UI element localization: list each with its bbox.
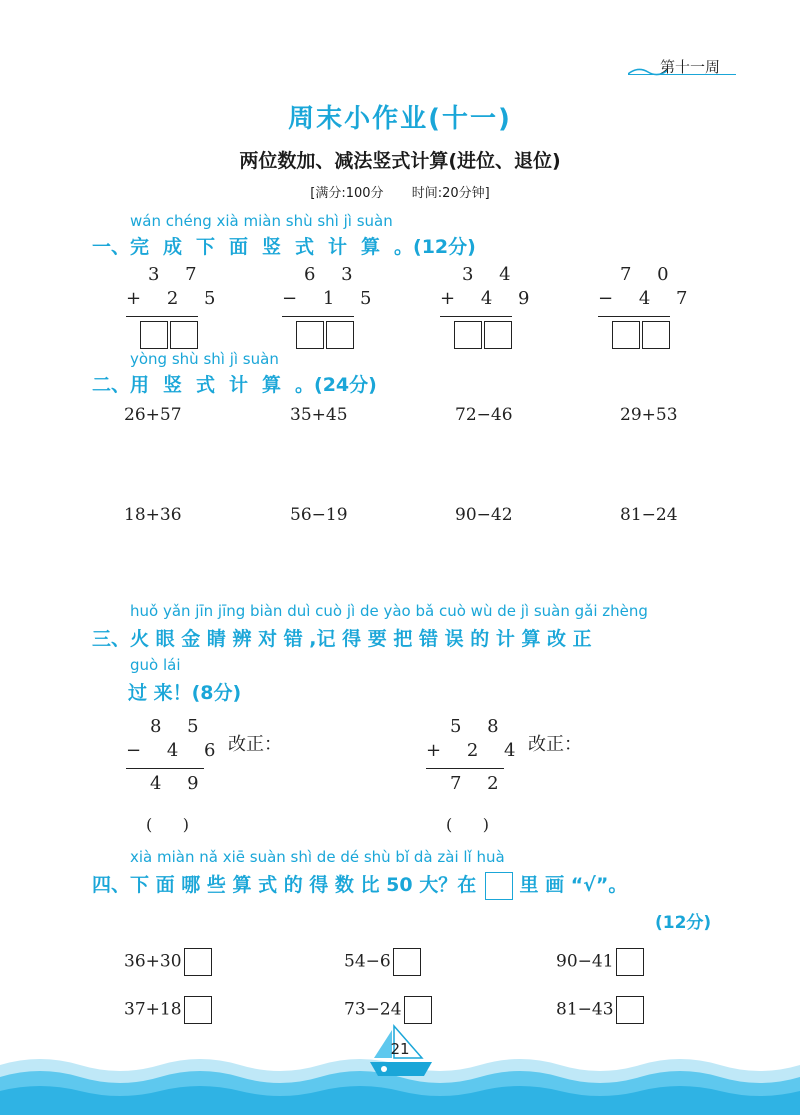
s1-rule xyxy=(440,316,512,317)
s2-expression: 72−46 xyxy=(455,405,513,425)
s1-bottom-number: 4 9 xyxy=(480,288,540,309)
s1-bottom-line xyxy=(598,288,697,312)
section4-heading xyxy=(92,870,627,900)
week-label: 第十一周 xyxy=(660,58,721,76)
section4-pinyin: xià miàn nǎ xiē suàn shì de dé shù bǐ dà zài lǐ huà xyxy=(130,848,505,866)
s1-answer-box[interactable] xyxy=(296,321,324,349)
s1-answer-box[interactable] xyxy=(140,321,168,349)
section3-pinyin-line1: huǒ yǎn jīn jīng biàn duì cuò jì de yào bǎ cuò wù de jì suàn gǎi zhèng xyxy=(130,602,648,620)
s1-top-number: 3 4 xyxy=(462,264,521,285)
s1-rule xyxy=(598,316,670,317)
s1-bottom-number: 1 5 xyxy=(322,288,382,309)
s3-problem-2 xyxy=(426,716,525,797)
s1-answer-boxes xyxy=(282,321,381,349)
s1-bottom-line xyxy=(282,288,381,312)
header-rule xyxy=(628,74,736,75)
s4-expression: 36+30 xyxy=(124,951,182,972)
s1-bottom-line xyxy=(126,288,225,312)
s3-wrong-result: 7 2 xyxy=(450,773,509,794)
s2-expression: 26+57 xyxy=(124,405,182,425)
section2-title: 用竖式计算 xyxy=(130,374,296,396)
s1-top-number: 6 3 xyxy=(304,264,363,285)
s1-answer-boxes xyxy=(440,321,539,349)
s4-expression: 73−24 xyxy=(344,999,402,1020)
s2-expression: 56−19 xyxy=(290,505,348,525)
section4-heading-part2: 里 画 “√”。 xyxy=(519,874,628,896)
s4-item xyxy=(344,996,432,1024)
s1-answer-boxes xyxy=(598,321,697,349)
s3-bottom-number: 2 4 xyxy=(466,740,526,761)
full-score: [满分:100分 xyxy=(310,186,384,201)
section4-heading-part1: 四、下 面 哪 些 算 式 的 得 数 比 50 大？在 xyxy=(92,874,477,896)
section4-score: (12分) xyxy=(655,913,712,933)
s1-top-number: 3 7 xyxy=(148,264,207,285)
s3-problem-1 xyxy=(126,716,225,797)
section3-heading-line2: 过 来！(8分) xyxy=(128,682,242,704)
section1-score: 。(12分) xyxy=(394,236,476,258)
s1-problem xyxy=(598,264,697,349)
judge-paren[interactable]: ( ) xyxy=(146,815,189,834)
s2-expression: 90−42 xyxy=(455,505,513,525)
s1-operator: − xyxy=(598,288,624,309)
s4-answer-box[interactable] xyxy=(616,996,644,1024)
s2-expression: 81−24 xyxy=(620,505,678,525)
s2-expression: 18+36 xyxy=(124,505,182,525)
s4-expression: 37+18 xyxy=(124,999,182,1020)
s4-item xyxy=(124,996,212,1024)
section2-pinyin: yòng shù shì jì suàn xyxy=(130,350,279,368)
score-time-info xyxy=(0,182,800,201)
s1-rule xyxy=(126,316,198,317)
s4-answer-box[interactable] xyxy=(393,948,421,976)
s1-answer-boxes xyxy=(126,321,225,349)
s1-bottom-number: 4 7 xyxy=(638,288,698,309)
s3-operator: + xyxy=(426,740,452,761)
example-answer-box xyxy=(485,872,513,900)
s1-answer-box[interactable] xyxy=(170,321,198,349)
s1-operator: − xyxy=(282,288,308,309)
judge-paren[interactable]: ( ) xyxy=(446,815,489,834)
s1-operator: + xyxy=(440,288,466,309)
s3-wrong-result: 4 9 xyxy=(150,773,209,794)
s4-expression: 54−6 xyxy=(344,951,391,972)
s2-expression: 35+45 xyxy=(290,405,348,425)
fix-label: 改正： xyxy=(528,734,582,755)
s4-answer-box[interactable] xyxy=(616,948,644,976)
s1-operator: + xyxy=(126,288,152,309)
s4-item xyxy=(556,948,644,976)
s2-expression: 29+53 xyxy=(620,405,678,425)
page-number: 21 xyxy=(390,1040,410,1058)
s4-item xyxy=(556,996,644,1024)
time-limit: 时间:20分钟] xyxy=(411,186,490,201)
section1-heading xyxy=(92,232,476,259)
s3-rule xyxy=(126,768,204,769)
section1-title: 完成下面竖式计算 xyxy=(130,236,395,258)
s4-answer-box[interactable] xyxy=(184,996,212,1024)
s1-top-number: 7 0 xyxy=(620,264,679,285)
section3-heading-line1: 三、火 眼 金 睛 辨 对 错 ,记 得 要 把 错 误 的 计 算 改 正 xyxy=(92,628,592,650)
section2-heading xyxy=(92,370,377,397)
s3-rule xyxy=(426,768,504,769)
s1-answer-box[interactable] xyxy=(642,321,670,349)
s3-top-number: 8 5 xyxy=(150,716,209,737)
s1-problem xyxy=(282,264,381,349)
section3-pinyin-line2: guò lái xyxy=(130,656,181,674)
s4-answer-box[interactable] xyxy=(184,948,212,976)
section2-score: 。(24分) xyxy=(295,374,377,396)
section1-pinyin: wán chéng xià miàn shù shì jì suàn xyxy=(130,212,393,230)
page-title: 周末小作业(十一) xyxy=(288,104,512,134)
s1-bottom-line xyxy=(440,288,539,312)
page-subtitle: 两位数加、减法竖式计算(进位、退位) xyxy=(239,150,561,172)
fix-label: 改正： xyxy=(228,734,282,755)
s3-top-number: 5 8 xyxy=(450,716,509,737)
s1-answer-box[interactable] xyxy=(484,321,512,349)
s1-rule xyxy=(282,316,354,317)
s1-problem xyxy=(440,264,539,349)
s4-expression: 90−41 xyxy=(556,951,614,972)
s3-bottom-number: 4 6 xyxy=(166,740,226,761)
section2-number: 二、 xyxy=(92,374,131,396)
s4-item xyxy=(124,948,212,976)
s1-problem xyxy=(126,264,225,349)
s1-answer-box[interactable] xyxy=(326,321,354,349)
s1-bottom-number: 2 5 xyxy=(166,288,226,309)
s1-answer-box[interactable] xyxy=(454,321,482,349)
s4-expression: 81−43 xyxy=(556,999,614,1020)
s4-answer-box[interactable] xyxy=(404,996,432,1024)
section1-number: 一、 xyxy=(92,236,131,258)
s3-operator: − xyxy=(126,740,152,761)
s4-item xyxy=(344,948,421,976)
s1-answer-box[interactable] xyxy=(612,321,640,349)
